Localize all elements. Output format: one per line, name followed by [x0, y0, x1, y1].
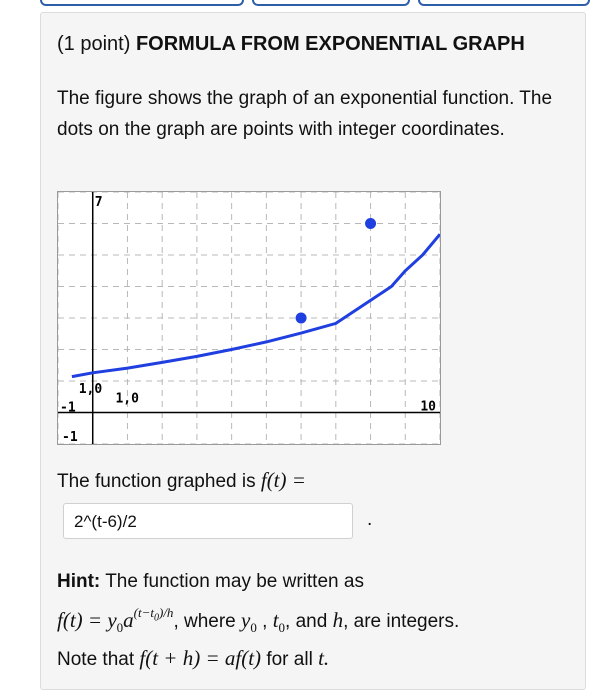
graph-point [296, 313, 307, 324]
hint-note-line: Note that f(t + h) = af(t) for all t. [57, 646, 330, 671]
problem-title [57, 33, 525, 56]
hint-label: Hint: [57, 571, 101, 592]
problem-description: The figure shows the graph of an exponential function. The dots on the graph are points with integer coordinates. [57, 88, 553, 140]
answer-prompt-text: The function graphed is [57, 471, 256, 492]
graph-point [365, 218, 376, 229]
tab-3[interactable] [418, 0, 590, 6]
x-axis-max-label: 10 [420, 399, 436, 415]
hint-formula-line: $f(t) = y_0a^{(t-t_0)/h}$, where $y_0$ , $t_0$, and h, are integers. [57, 605, 460, 636]
answer-input[interactable]: 2^(t-6)/2 [63, 503, 353, 539]
problem-card [40, 12, 586, 690]
top-tab-strip [0, 0, 608, 6]
hint-line1: The function may be written as [105, 571, 364, 592]
problem-heading: FORMULA FROM EXPONENTIAL GRAPH [135, 33, 525, 55]
y-axis-mark-label: 1,0 [78, 382, 103, 397]
answer-prompt [57, 468, 306, 493]
hint-block [57, 566, 577, 675]
answer-lhs: f(t) = [260, 468, 306, 492]
y-axis-max-label: 7 [94, 195, 103, 210]
problem-points: (1 point) [57, 33, 131, 55]
hint-where: , where [173, 611, 236, 632]
graph-canvas [58, 192, 440, 444]
y-axis-min-label: -1 [62, 430, 78, 444]
exponential-graph [57, 191, 441, 445]
tab-2[interactable] [252, 0, 410, 6]
tab-1[interactable] [40, 0, 244, 6]
x-axis-min-label: -1 [60, 400, 76, 416]
answer-period: . [367, 509, 373, 530]
x-axis-mark-label: 1,0 [115, 391, 139, 407]
